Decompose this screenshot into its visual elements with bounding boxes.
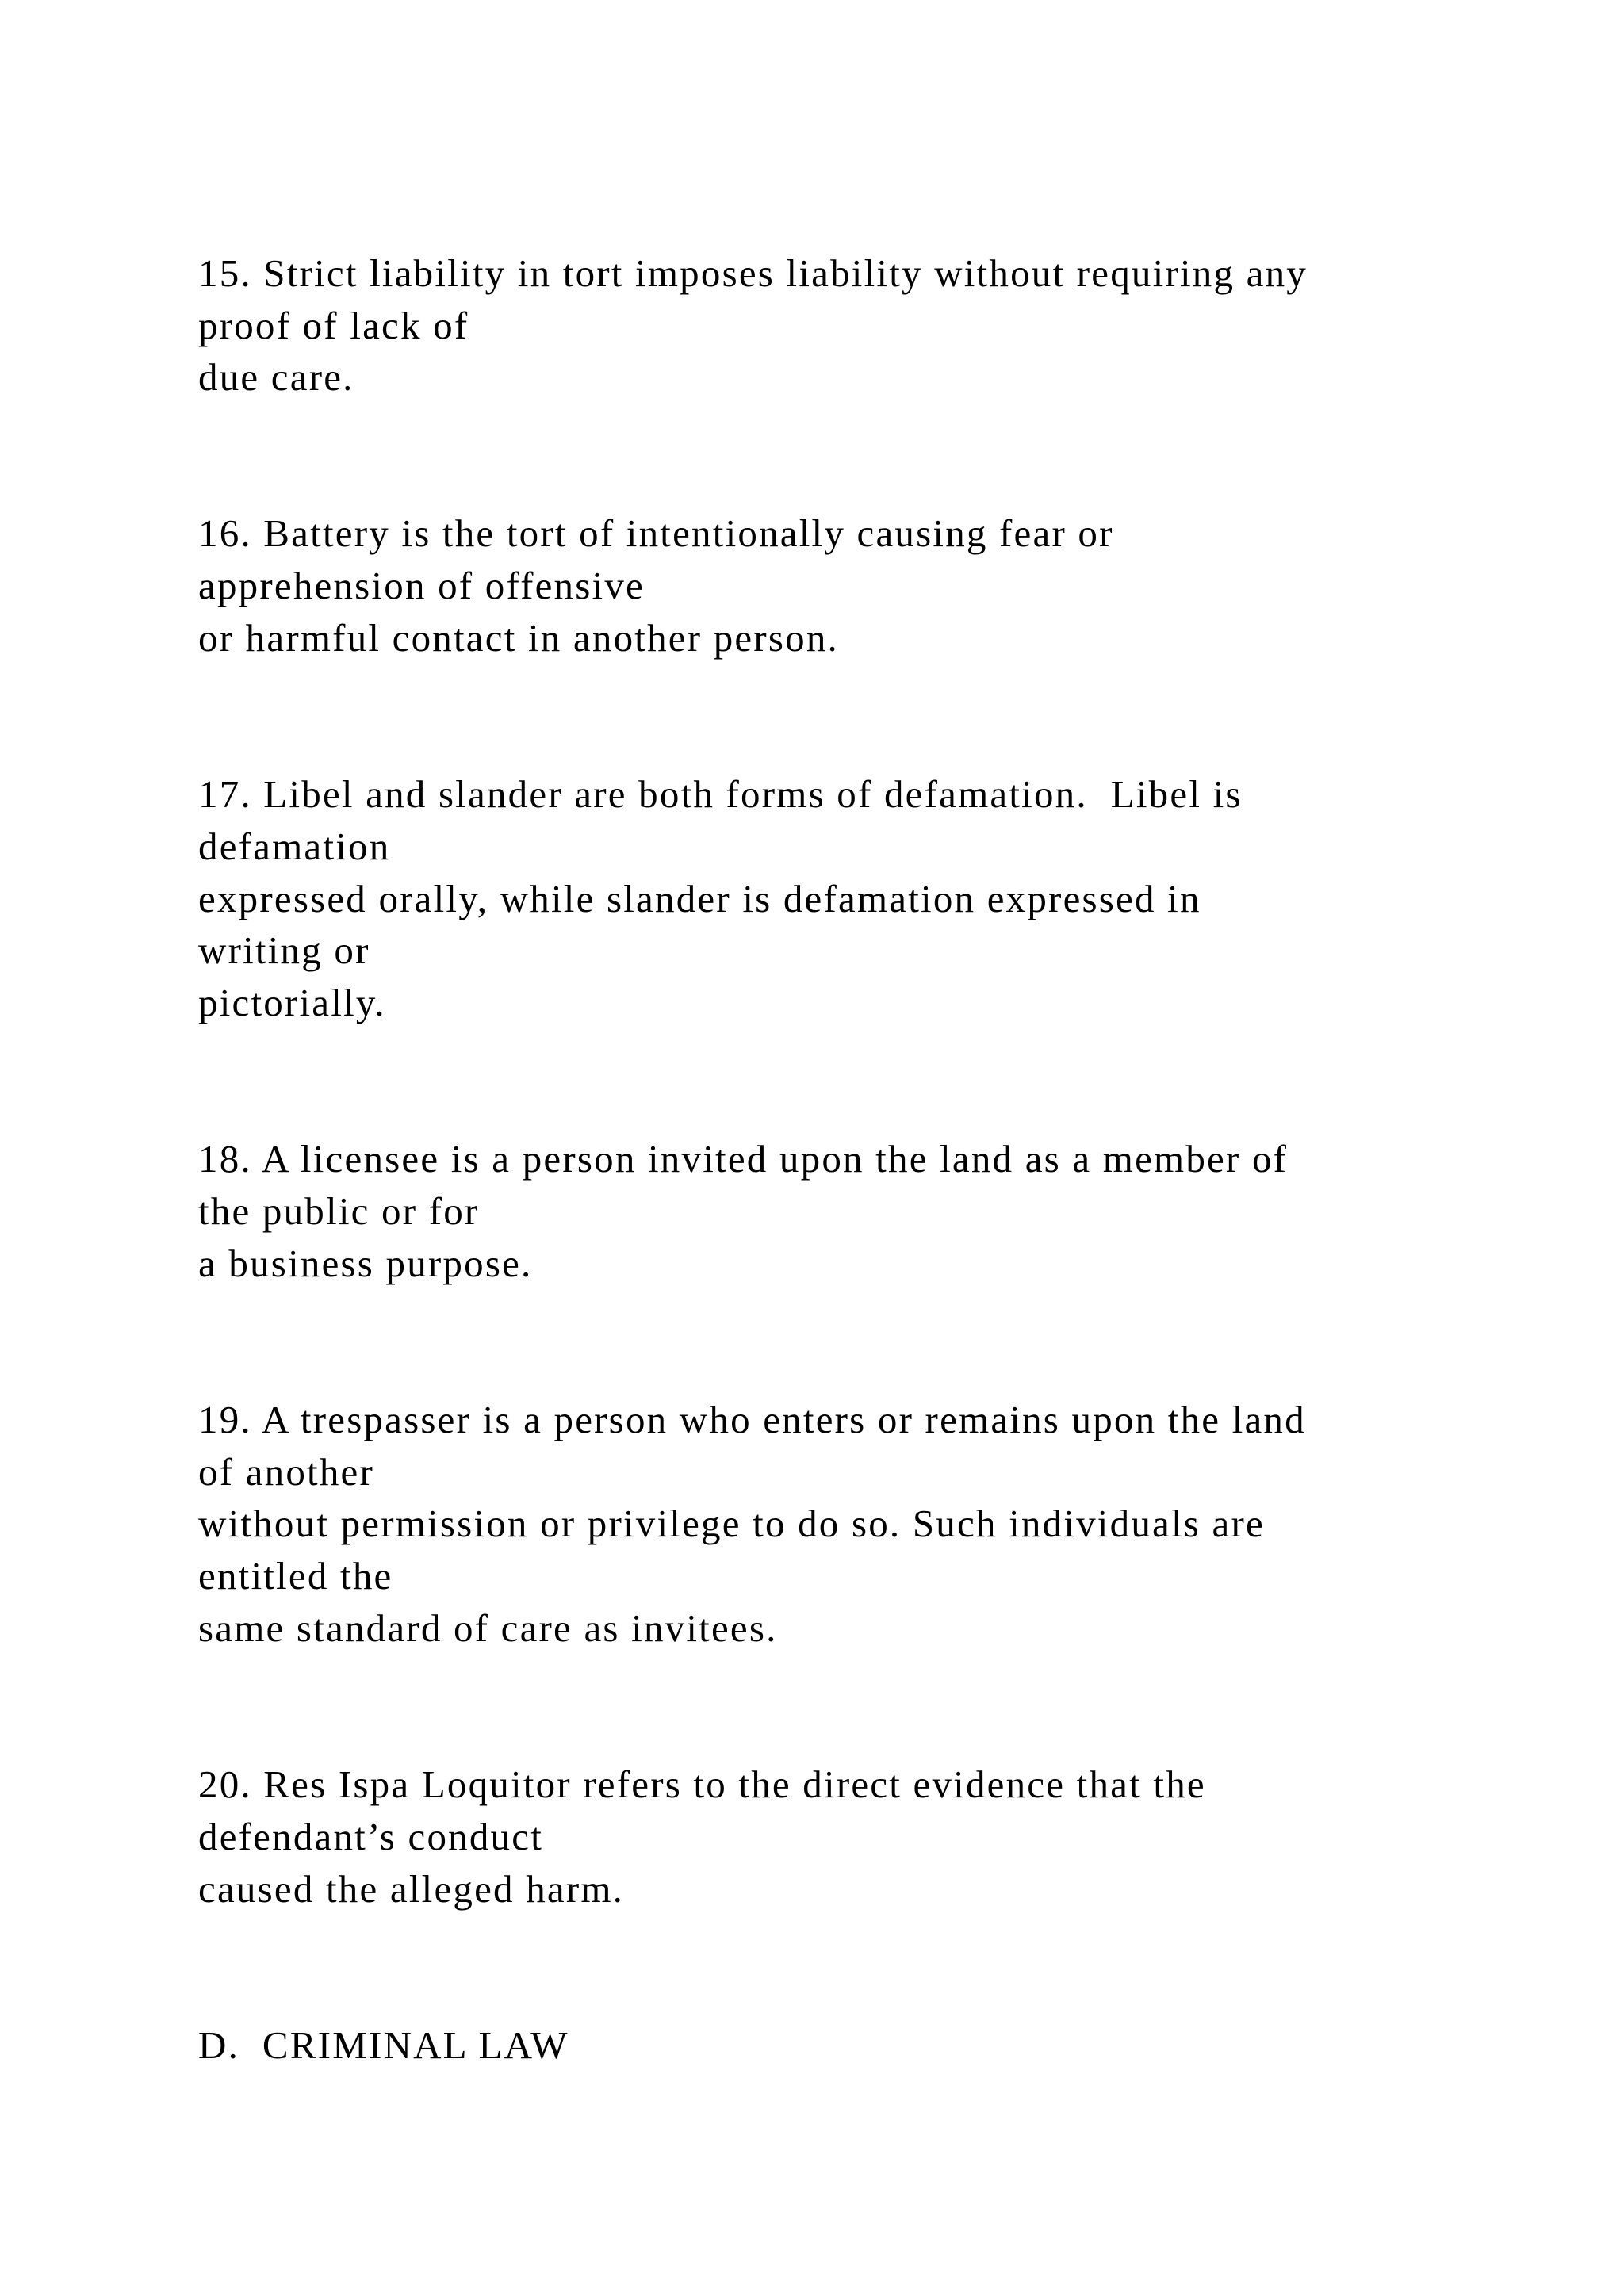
statement-line: of another	[198, 1450, 374, 1494]
statement-line: 16. Battery is the tort of intentionally causing fear or	[198, 511, 1114, 555]
statement-line: the public or for	[198, 1189, 480, 1233]
statement-line: pictorially.	[198, 981, 386, 1024]
statement-line: proof of lack of	[198, 304, 469, 347]
statement-line: 15. Strict liability in tort imposes liability without requiring any	[198, 251, 1308, 295]
statement-line: writing or	[198, 928, 370, 972]
statement-line: apprehension of offensive	[198, 564, 645, 607]
statement-line: due care.	[198, 355, 354, 399]
statement-line: expressed orally, while slander is defamation expressed in	[198, 877, 1201, 920]
statement-line: defamation	[198, 825, 391, 868]
section-heading: D. CRIMINAL LAW	[198, 2023, 569, 2067]
statement-line: 17. Libel and slander are both forms of defamation. Libel is	[198, 772, 1243, 816]
statement-line: entitled the	[198, 1554, 393, 1598]
statement-line: caused the alleged harm.	[198, 1867, 625, 1911]
statement-line: without permission or privilege to do so. Such individuals are	[198, 1502, 1265, 1545]
statement-line: or harmful contact in another person.	[198, 616, 839, 660]
statement-line: a business purpose.	[198, 1242, 533, 1285]
statement-line: same standard of care as invitees.	[198, 1606, 778, 1650]
statement-line: defendant’s conduct	[198, 1815, 544, 1858]
statement-line: 20. Res Ispa Loquitor refers to the direct evidence that the	[198, 1762, 1206, 1806]
statement-line: 18. A licensee is a person invited upon the land as a member of	[198, 1137, 1289, 1181]
statement-line: 19. A trespasser is a person who enters or remains upon the land	[198, 1398, 1306, 1441]
